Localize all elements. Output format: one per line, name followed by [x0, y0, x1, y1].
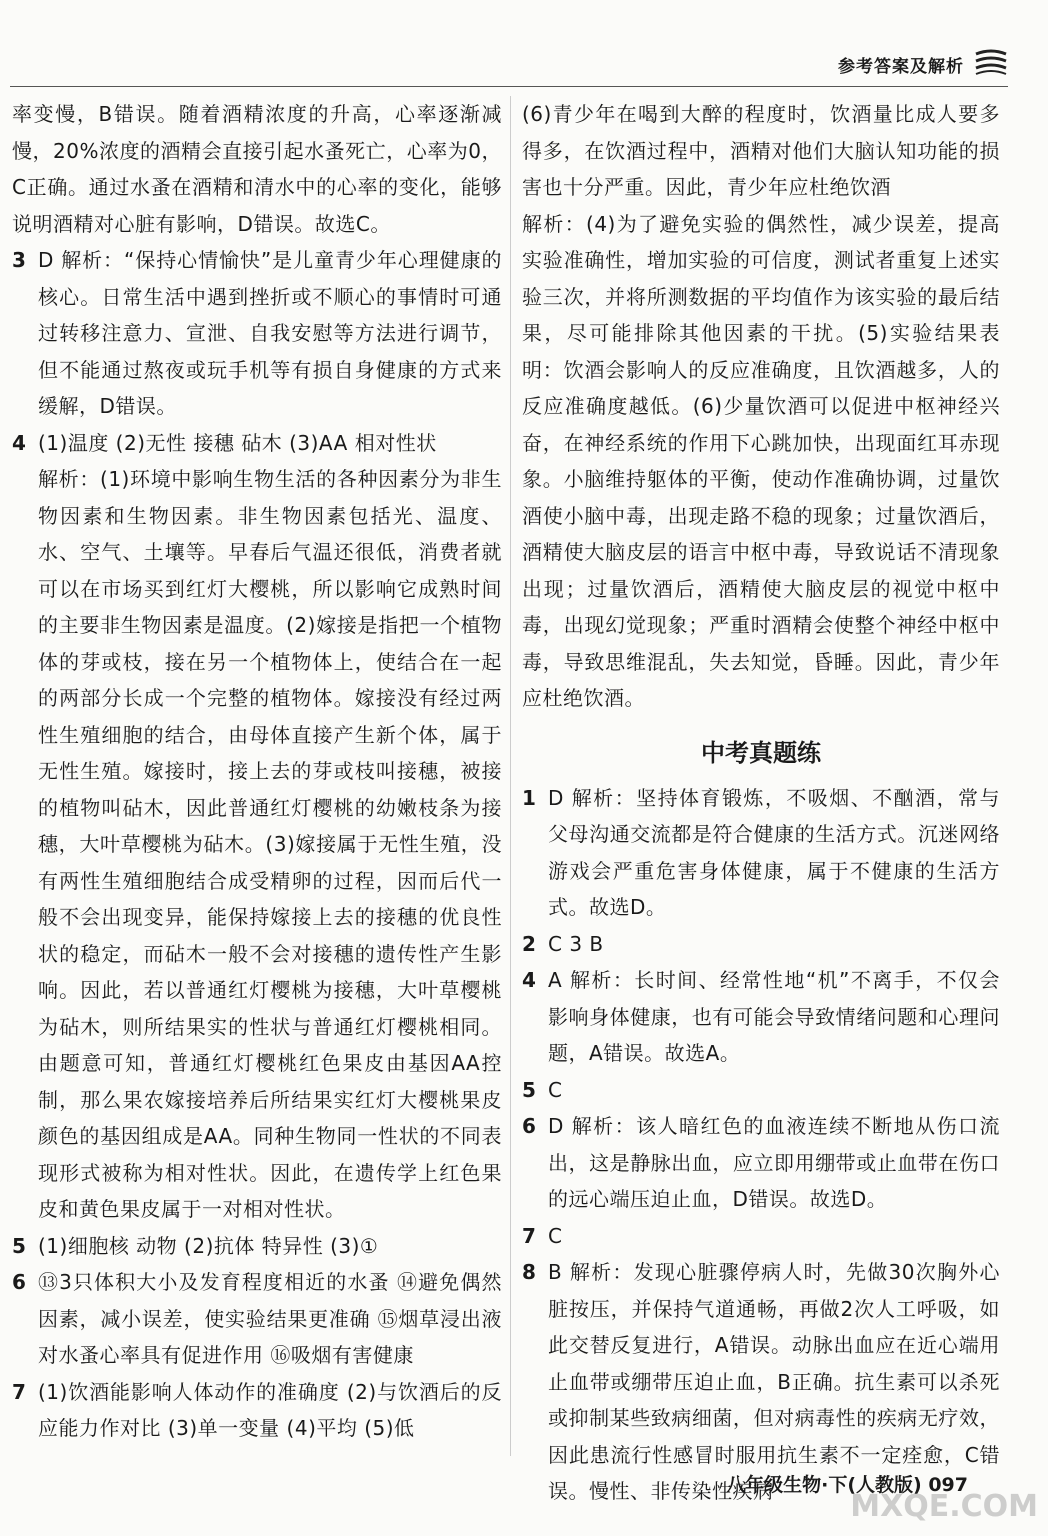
item-number: 4 — [522, 968, 537, 992]
item-text: (1)细胞核 动物 (2)抗体 特异性 (3)① — [38, 1233, 379, 1258]
item-number: 3 — [12, 248, 27, 272]
item-text: (1)温度 (2)无性 接穗 砧木 (3)AA 相对性状 — [38, 430, 437, 455]
page-header-title: 参考答案及解析 — [838, 57, 964, 77]
page-footer: 八年级生物·下(人教版) 097 — [726, 1474, 968, 1496]
right-paragraph-1: (6)青少年在喝到大醉的程度时，饮酒量比成人要多得多，在饮酒过程中，酒精对他们大脑认知功能的损害也十分严重。因此，青少年应杜绝饮酒 — [522, 102, 1000, 199]
item-number: 8 — [522, 1260, 537, 1284]
item-number: 7 — [12, 1379, 27, 1404]
section-title: 中考真题练 — [701, 738, 821, 767]
item-number: 7 — [522, 1223, 537, 1248]
answer-item — [12, 461, 502, 1228]
left-column — [12, 96, 502, 1447]
answer-item — [12, 242, 502, 425]
answer-item — [522, 1072, 1000, 1109]
item-text: C — [548, 1077, 563, 1102]
answer-item — [12, 1228, 502, 1265]
item-number: 4 — [12, 430, 27, 455]
right-paragraph-2: 解析：(4)为了避免实验的偶然性，减少误差，提高实验准确性，增加实验的可信度，测试者重复上述实验三次，并将所测数据的平均值作为该实验的最后结果，尽可能排除其他因素的干扰。(5)实验结果表明：饮酒会影响人的反应准确度，且饮酒越多，人的反应准确度越低。(6)少量饮酒可以促进中枢神经兴奋，在神经系统的作用下心跳加快，出现面红耳赤现象。小脑维持躯体的平衡，使动作准确协调，过量饮酒使小脑中毒，出现走路不稳的现象；过量饮酒后，酒精使大脑皮层的语言中枢中毒，导致说话不清现象出现；过量饮酒后，酒精使大脑皮层的视觉中枢中毒，出现幻觉现象；严重时酒精会使整个神经中枢中毒，导致思维混乱，失去知觉，昏睡。因此，青少年应杜绝饮酒。 — [522, 211, 1000, 710]
answer-item — [12, 425, 502, 462]
item-number: 2 — [522, 931, 537, 956]
answer-item — [12, 1264, 502, 1374]
item-text: ⑬3只体积大小及发育程度相近的水蚤 ⑭避免偶然因素，减小误差，使实验结果更准确 ⑮烟草浸出液对水蚤心率具有促进作用 ⑯吸烟有害健康 — [38, 1270, 502, 1367]
answer-item — [522, 1108, 1000, 1218]
item-text: A 解析：长时间、经常性地“机”不离手，不仅会影响身体健康，也有可能会导致情绪问题和心理问题，A错误。故选A。 — [548, 968, 1000, 1065]
item-text: 解析：(1)环境中影响生物生活的各种因素分为非生物因素和生物因素。非生物因素包括光、温度、水、空气、土壤等。早春后气温还很低，消费者就可以在市场买到红灯大樱桃，所以影响它成熟时间的主要非生物因素是温度。(2)嫁接是指把一个植物体的芽或枝，接在另一个植物体上，使结合在一起的两部分长成一个完整的植物体。嫁接没有经过两性生殖细胞的结合，由母体直接产生新个体，属于无性生殖。嫁接时，接上去的芽或枝叫接穗，被接的植物叫砧木，因此普通红灯樱桃的幼嫩枝条为接穗，大叶草樱桃为砧木。(3)嫁接属于无性生殖，没有两性生殖细胞结合成受精卵的过程，因而后代一般不会出现变异，能保持嫁接上去的接穗的优良性状的稳定，而砧木一般不会对接穗的遗传性产生影响。因此，若以普通红灯樱桃为接穗，大叶草樱桃为砧木，则所结果实的性状与普通红灯樱桃相同。由题意可知，普通红灯樱桃红色果皮由基因AA控制，那么果农嫁接培养后所结果实红灯大樱桃果皮颜色的基因组成是AA。同种生物同一性状的不同表现形式被称为相对性状。因此，在遗传学上红色果皮和黄色果皮属于一对相对性状。 — [38, 467, 502, 1221]
column-divider — [510, 96, 511, 1456]
answer-item — [522, 1218, 1000, 1255]
item-text: C — [548, 1223, 563, 1248]
item-number: 6 — [522, 1114, 537, 1138]
item-text: D 解析：“保持心情愉快”是儿童青少年心理健康的核心。日常生活中遇到挫折或不顺心的事情时可通过转移注意力、宣泄、自我安慰等方法进行调节，但不能通过熬夜或玩手机等有损自身健康的方式来缓解，D错误。 — [38, 248, 502, 418]
item-text: C 3 B — [548, 931, 604, 956]
item-number: 5 — [522, 1077, 537, 1102]
books-icon — [974, 48, 1008, 76]
item-text: (1)饮酒能影响人体动作的准确度 (2)与饮酒后的反应能力作对比 (3)单一变量 (4)平均 (5)低 — [38, 1379, 502, 1440]
item-number: 5 — [12, 1233, 27, 1258]
answer-item — [12, 1374, 502, 1447]
answer-item — [522, 926, 1000, 963]
item-text: D 解析：该人暗红色的血液连续不断地从伤口流出，这是静脉出血，应立即用绷带或止血带在伤口的远心端压迫止血，D错误。故选D。 — [548, 1114, 1000, 1211]
answer-item — [522, 962, 1000, 1072]
right-column — [522, 96, 1000, 1510]
item-number: 6 — [12, 1270, 27, 1294]
item-number — [12, 461, 38, 1228]
item-text: B 解析：发现心脏骤停病人时，先做30次胸外心脏按压，并保持气道通畅，再做2次人工呼吸，如此交替反复进行，A错误。动脉出血应在近心端用止血带或绷带压迫止血，B正确。抗生素可以杀死或抑制某些致病细菌，但对病毒性的疾病无疗效，因此患流行性感冒时服用抗生素不一定痊愈，C错误。慢性、非传染性疾病 — [548, 1260, 1000, 1503]
left-intro-paragraph: 率变慢，B错误。随着酒精浓度的升高，心率逐渐减慢，20%浓度的酒精会直接引起水蚤死亡，心率为0，C正确。通过水蚤在酒精和清水中的心率的变化，能够说明酒精对心脏有影响，D错误。故选C。 — [12, 102, 502, 236]
answer-item — [522, 780, 1000, 926]
item-number: 1 — [522, 785, 537, 810]
item-text: D 解析：坚持体育锻炼，不吸烟、不酗酒，常与父母沟通交流都是符合健康的生活方式。沉迷网络游戏会严重危害身体健康，属于不健康的生活方式。故选D。 — [548, 785, 1000, 919]
header-rule — [10, 86, 1008, 87]
watermark: MXQE.COM — [850, 1489, 1038, 1524]
